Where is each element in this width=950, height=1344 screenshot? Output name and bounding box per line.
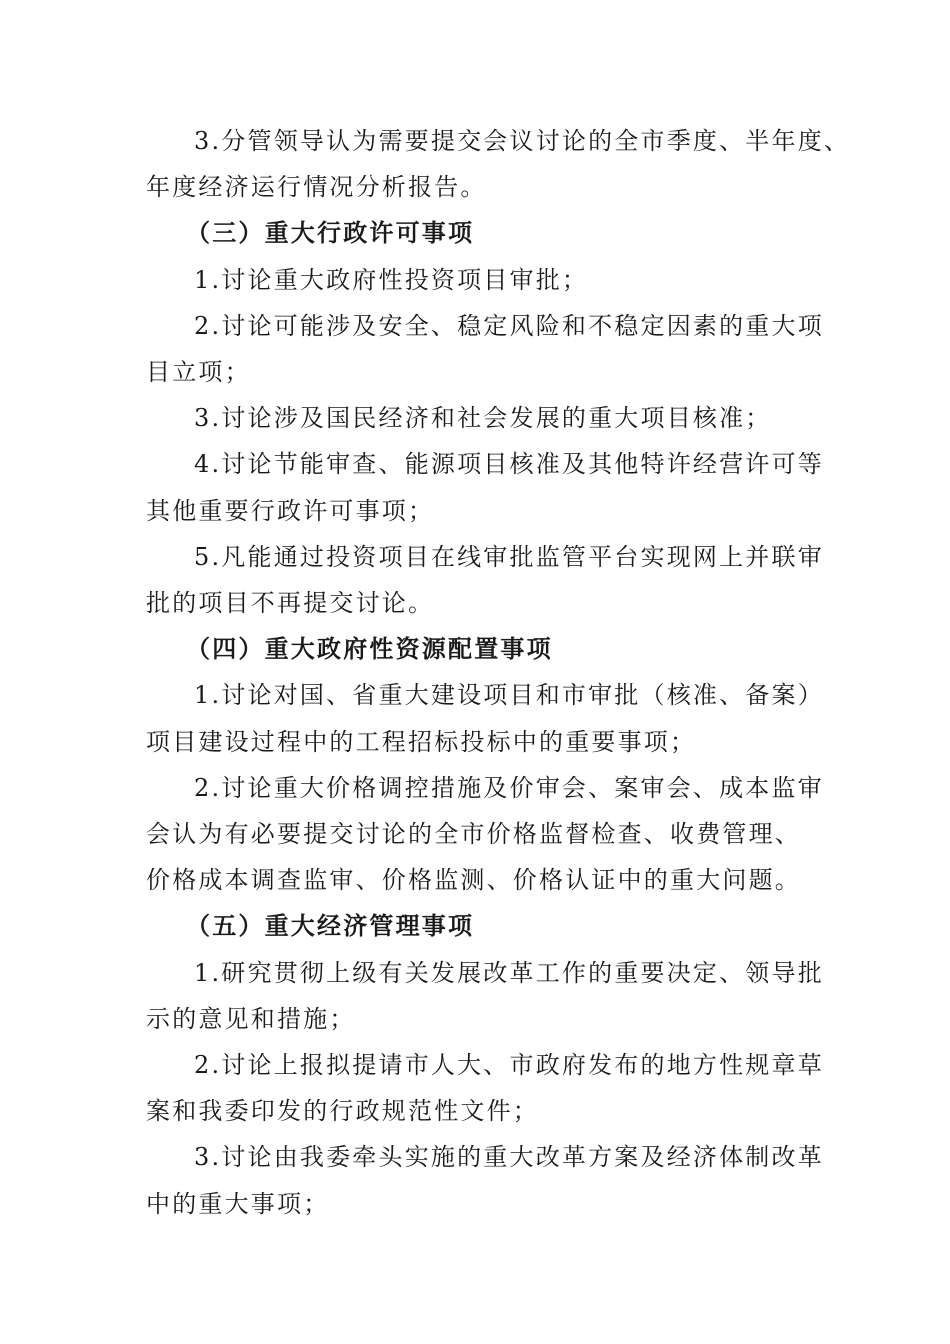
text-line: 5.凡能通过投资项目在线审批监管平台实现网上并联审 [194, 542, 824, 571]
text-line: 3.讨论涉及国民经济和社会发展的重大项目核准； [194, 404, 772, 433]
text-line: 项目建设过程中的工程招标投标中的重要事项； [146, 727, 697, 756]
section-heading: （五）重大经济管理事项 [186, 912, 475, 941]
text-line: 4.讨论节能审查、能源项目核准及其他特许经营许可等 [194, 450, 824, 479]
text-line: 2.讨论可能涉及安全、稳定风险和不稳定因素的重大项 [194, 311, 824, 340]
text-line: 3.讨论由我委牵头实施的重大改革方案及经济体制改革 [194, 1143, 824, 1172]
text-line: 中的重大事项； [146, 1189, 330, 1218]
text-line: 1.研究贯彻上级有关发展改革工作的重要决定、领导批 [194, 958, 824, 987]
text-line: 1.讨论对国、省重大建设项目和市审批（核准、备案） [194, 681, 824, 710]
document-page [146, 118, 851, 1227]
text-line: 目立项； [146, 358, 251, 387]
section-heading: （四）重大政府性资源配置事项 [186, 635, 553, 664]
section-heading: （三）重大行政许可事项 [186, 219, 475, 248]
text-line: 3.分管领导认为需要提交会议讨论的全市季度、半年度、 [194, 127, 851, 155]
text-line: 2.讨论上报拟提请市人大、市政府发布的地方性规章草 [194, 1051, 824, 1080]
text-line: 2.讨论重大价格调控措施及价审会、案审会、成本监审 [194, 773, 824, 802]
text-line: 示的意见和措施； [146, 1004, 356, 1033]
text-line: 年度经济运行情况分析报告。 [146, 173, 487, 202]
text-line: 会认为有必要提交讨论的全市价格监督检查、收费管理、 [146, 820, 801, 849]
text-line: 批的项目不再提交讨论。 [146, 589, 435, 618]
text-line: 1.讨论重大政府性投资项目审批； [194, 265, 589, 294]
text-line: 其他重要行政许可事项； [146, 496, 435, 525]
text-line: 案和我委印发的行政规范性文件； [146, 1097, 539, 1126]
text-line: 价格成本调查监审、价格监测、价格认证中的重大问题。 [146, 866, 801, 895]
